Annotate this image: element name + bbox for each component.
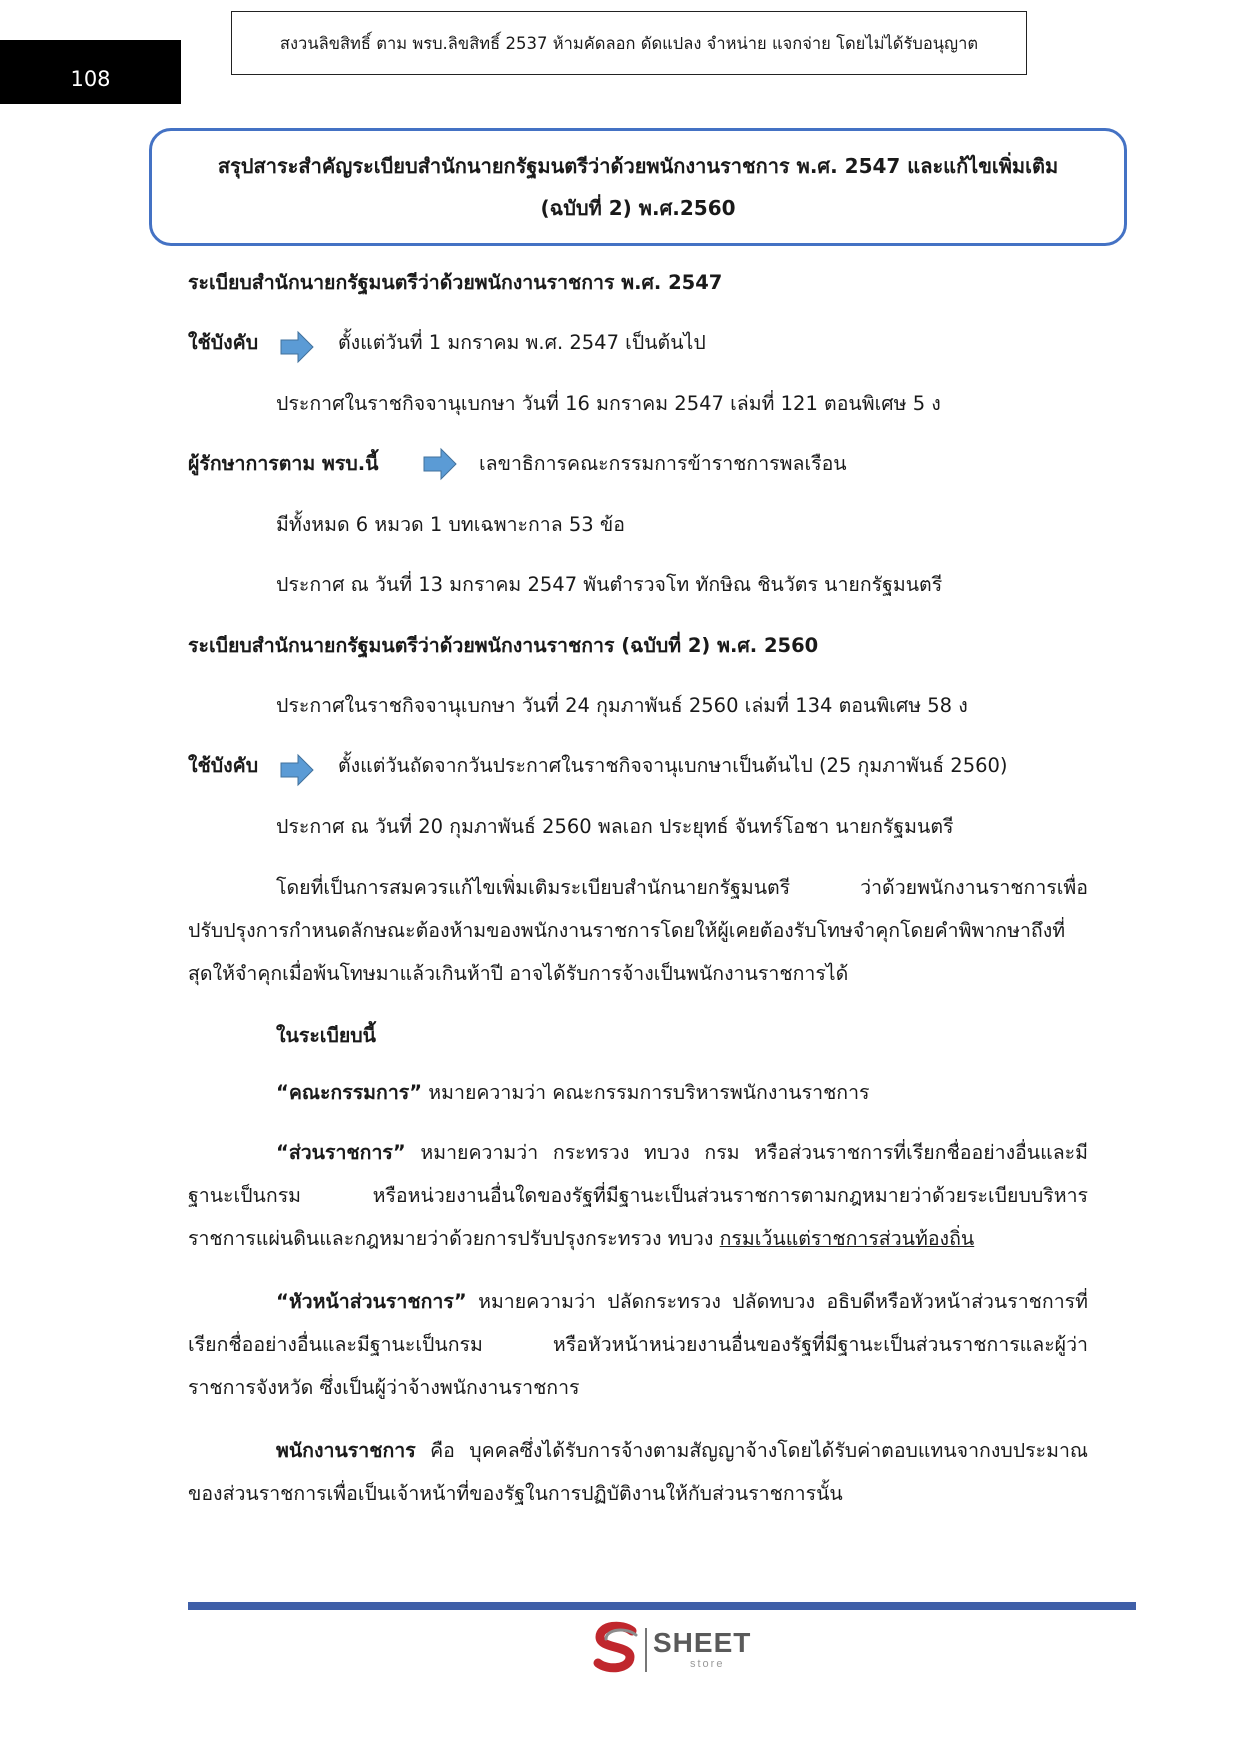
definitions-heading: ในระเบียบนี้	[276, 1024, 376, 1047]
reason-paragraph	[188, 866, 1088, 995]
title-line-1: สรุปสาระสำคัญระเบียบสำนักนายกรัฐมนตรีว่าด้วยพนักงานราชการ พ.ศ. 2547 และแก้ไขเพิ่มเติม	[217, 154, 1059, 178]
section1-enforce-text: ตั้งแต่วันที่ 1 มกราคม พ.ศ. 2547 เป็นต้นไป	[338, 331, 706, 354]
committee-term: “คณะกรรมการ”	[276, 1081, 423, 1104]
committee-text: หมายความว่า คณะกรรมการบริหารพนักงานราชการ	[422, 1081, 870, 1104]
section1-gazette: ประกาศในราชกิจจานุเบกษา วันที่ 16 มกราคม 2547 เล่มที่ 121 ตอนพิเศษ 5 ง	[276, 392, 941, 415]
section2-gazette: ประกาศในราชกิจจานุเบกษา วันที่ 24 กุมภาพันธ์ 2560 เล่มที่ 134 ตอนพิเศษ 58 ง	[276, 694, 968, 717]
section1-heading: ระเบียบสำนักนายกรัฐมนตรีว่าด้วยพนักงานราชการ พ.ศ. 2547	[188, 271, 723, 294]
section1-announce: ประกาศ ณ วันที่ 13 มกราคม 2547 พันตำรวจโท ทักษิณ ชินวัตร นายกรัฐมนตรี	[276, 573, 943, 596]
definition-agency	[188, 1131, 1088, 1260]
section1-keeper-label: ผู้รักษาการตาม พรบ.นี้	[188, 452, 379, 475]
section1-contents: มีทั้งหมด 6 หมวด 1 บทเฉพาะกาล 53 ข้อ	[276, 513, 625, 536]
staff-term: พนักงานราชการ	[276, 1439, 416, 1462]
logo-word: SHEET	[653, 1627, 752, 1658]
head-text: หมายความว่า ปลัดกระทรวง ปลัดทบวง อธิบดีหรือหัวหน้าส่วนราชการที่เรียกชื่ออย่างอื่นและมีฐานะเป็นกรม หรือหัวหน้าหน่วยงานอื่นของรัฐที่มีฐานะเป็นส่วนราชการและผู้ว่าราชการจังหวัด ซึ่งเป็นผู้ว่าจ้างพนักงานราชการ	[188, 1290, 1088, 1399]
logo-subtext: store	[690, 1658, 725, 1670]
definition-committee	[188, 1071, 1088, 1114]
document-title	[149, 128, 1127, 246]
agency-term: “ส่วนราชการ”	[276, 1141, 406, 1164]
section2-enforce-text: ตั้งแต่วันถัดจากวันประกาศในราชกิจจานุเบกษาเป็นต้นไป (25 กุมภาพันธ์ 2560)	[338, 754, 1008, 777]
section1-keeper-text: เลขาธิการคณะกรรมการข้าราชการพลเรือน	[479, 452, 847, 475]
staff-text: คือ บุคคลซึ่งได้รับการจ้างตามสัญญาจ้างโดยได้รับค่าตอบแทนจากงบประมาณของส่วนราชการเพื่อเป็นเจ้าหน้าที่ของรัฐในการปฏิบัติงานให้กับส่วนราชการนั้น	[188, 1439, 1088, 1505]
sheet-store-logo	[588, 1621, 648, 1677]
section2-enforce-label: ใช้บังคับ	[188, 754, 259, 777]
section1-enforce-label: ใช้บังคับ	[188, 331, 259, 354]
copyright-notice: สงวนลิขสิทธิ์ ตาม พรบ.ลิขสิทธิ์ 2537 ห้ามคัดลอก ดัดแปลง จำหน่าย แจกจ่าย โดยไม่ได้รับอนุญาต	[231, 11, 1027, 75]
head-term: “หัวหน้าส่วนราชการ”	[276, 1290, 467, 1313]
definition-agency-head	[188, 1280, 1088, 1409]
agency-text: หมายความว่า กระทรวง ทบวง กรม หรือส่วนราชการที่เรียกชื่ออย่างอื่นและมีฐานะเป็นกรม หรือหน่วยงานอื่นใดของรัฐที่มีฐานะเป็นส่วนราชการตามกฎหมายว่าด้วยระเบียบบริหารราชการแผ่นดินและกฎหมายว่าด้วยการปรับปรุงกระทรวง ทบวง	[188, 1141, 1088, 1250]
right-arrow-icon	[280, 330, 314, 364]
section2-announce: ประกาศ ณ วันที่ 20 กุมภาพันธ์ 2560 พลเอก ประยุทธ์ จันทร์โอชา นายกรัฐมนตรี	[276, 815, 954, 838]
right-arrow-icon	[423, 447, 457, 481]
page-number: 108	[0, 40, 181, 104]
footer-divider	[188, 1602, 1136, 1610]
reason-text: โดยที่เป็นการสมควรแก้ไขเพิ่มเติมระเบียบสำนักนายกรัฐมนตรี ว่าด้วยพนักงานราชการเพื่อปรับปรุงการกำหนดลักษณะต้องห้ามของพนักงานราชการโดยให้ผู้เคยต้องรับโทษจำคุกโดยคำพิพากษาถึงที่สุดให้จำคุกเมื่อพ้นโทษมาแล้วเกินห้าปี อาจได้รับการจ้างเป็นพนักงานราชการได้	[188, 876, 1088, 985]
right-arrow-icon	[280, 753, 314, 787]
section2-heading: ระเบียบสำนักนายกรัฐมนตรีว่าด้วยพนักงานราชการ (ฉบับที่ 2) พ.ศ. 2560	[188, 634, 819, 657]
definition-staff	[188, 1429, 1088, 1515]
agency-underlined-text: กรมเว้นแต่ราชการส่วนท้องถิ่น	[719, 1227, 975, 1250]
title-line-2: (ฉบับที่ 2) พ.ศ.2560	[540, 196, 736, 220]
logo-divider	[645, 1628, 647, 1672]
